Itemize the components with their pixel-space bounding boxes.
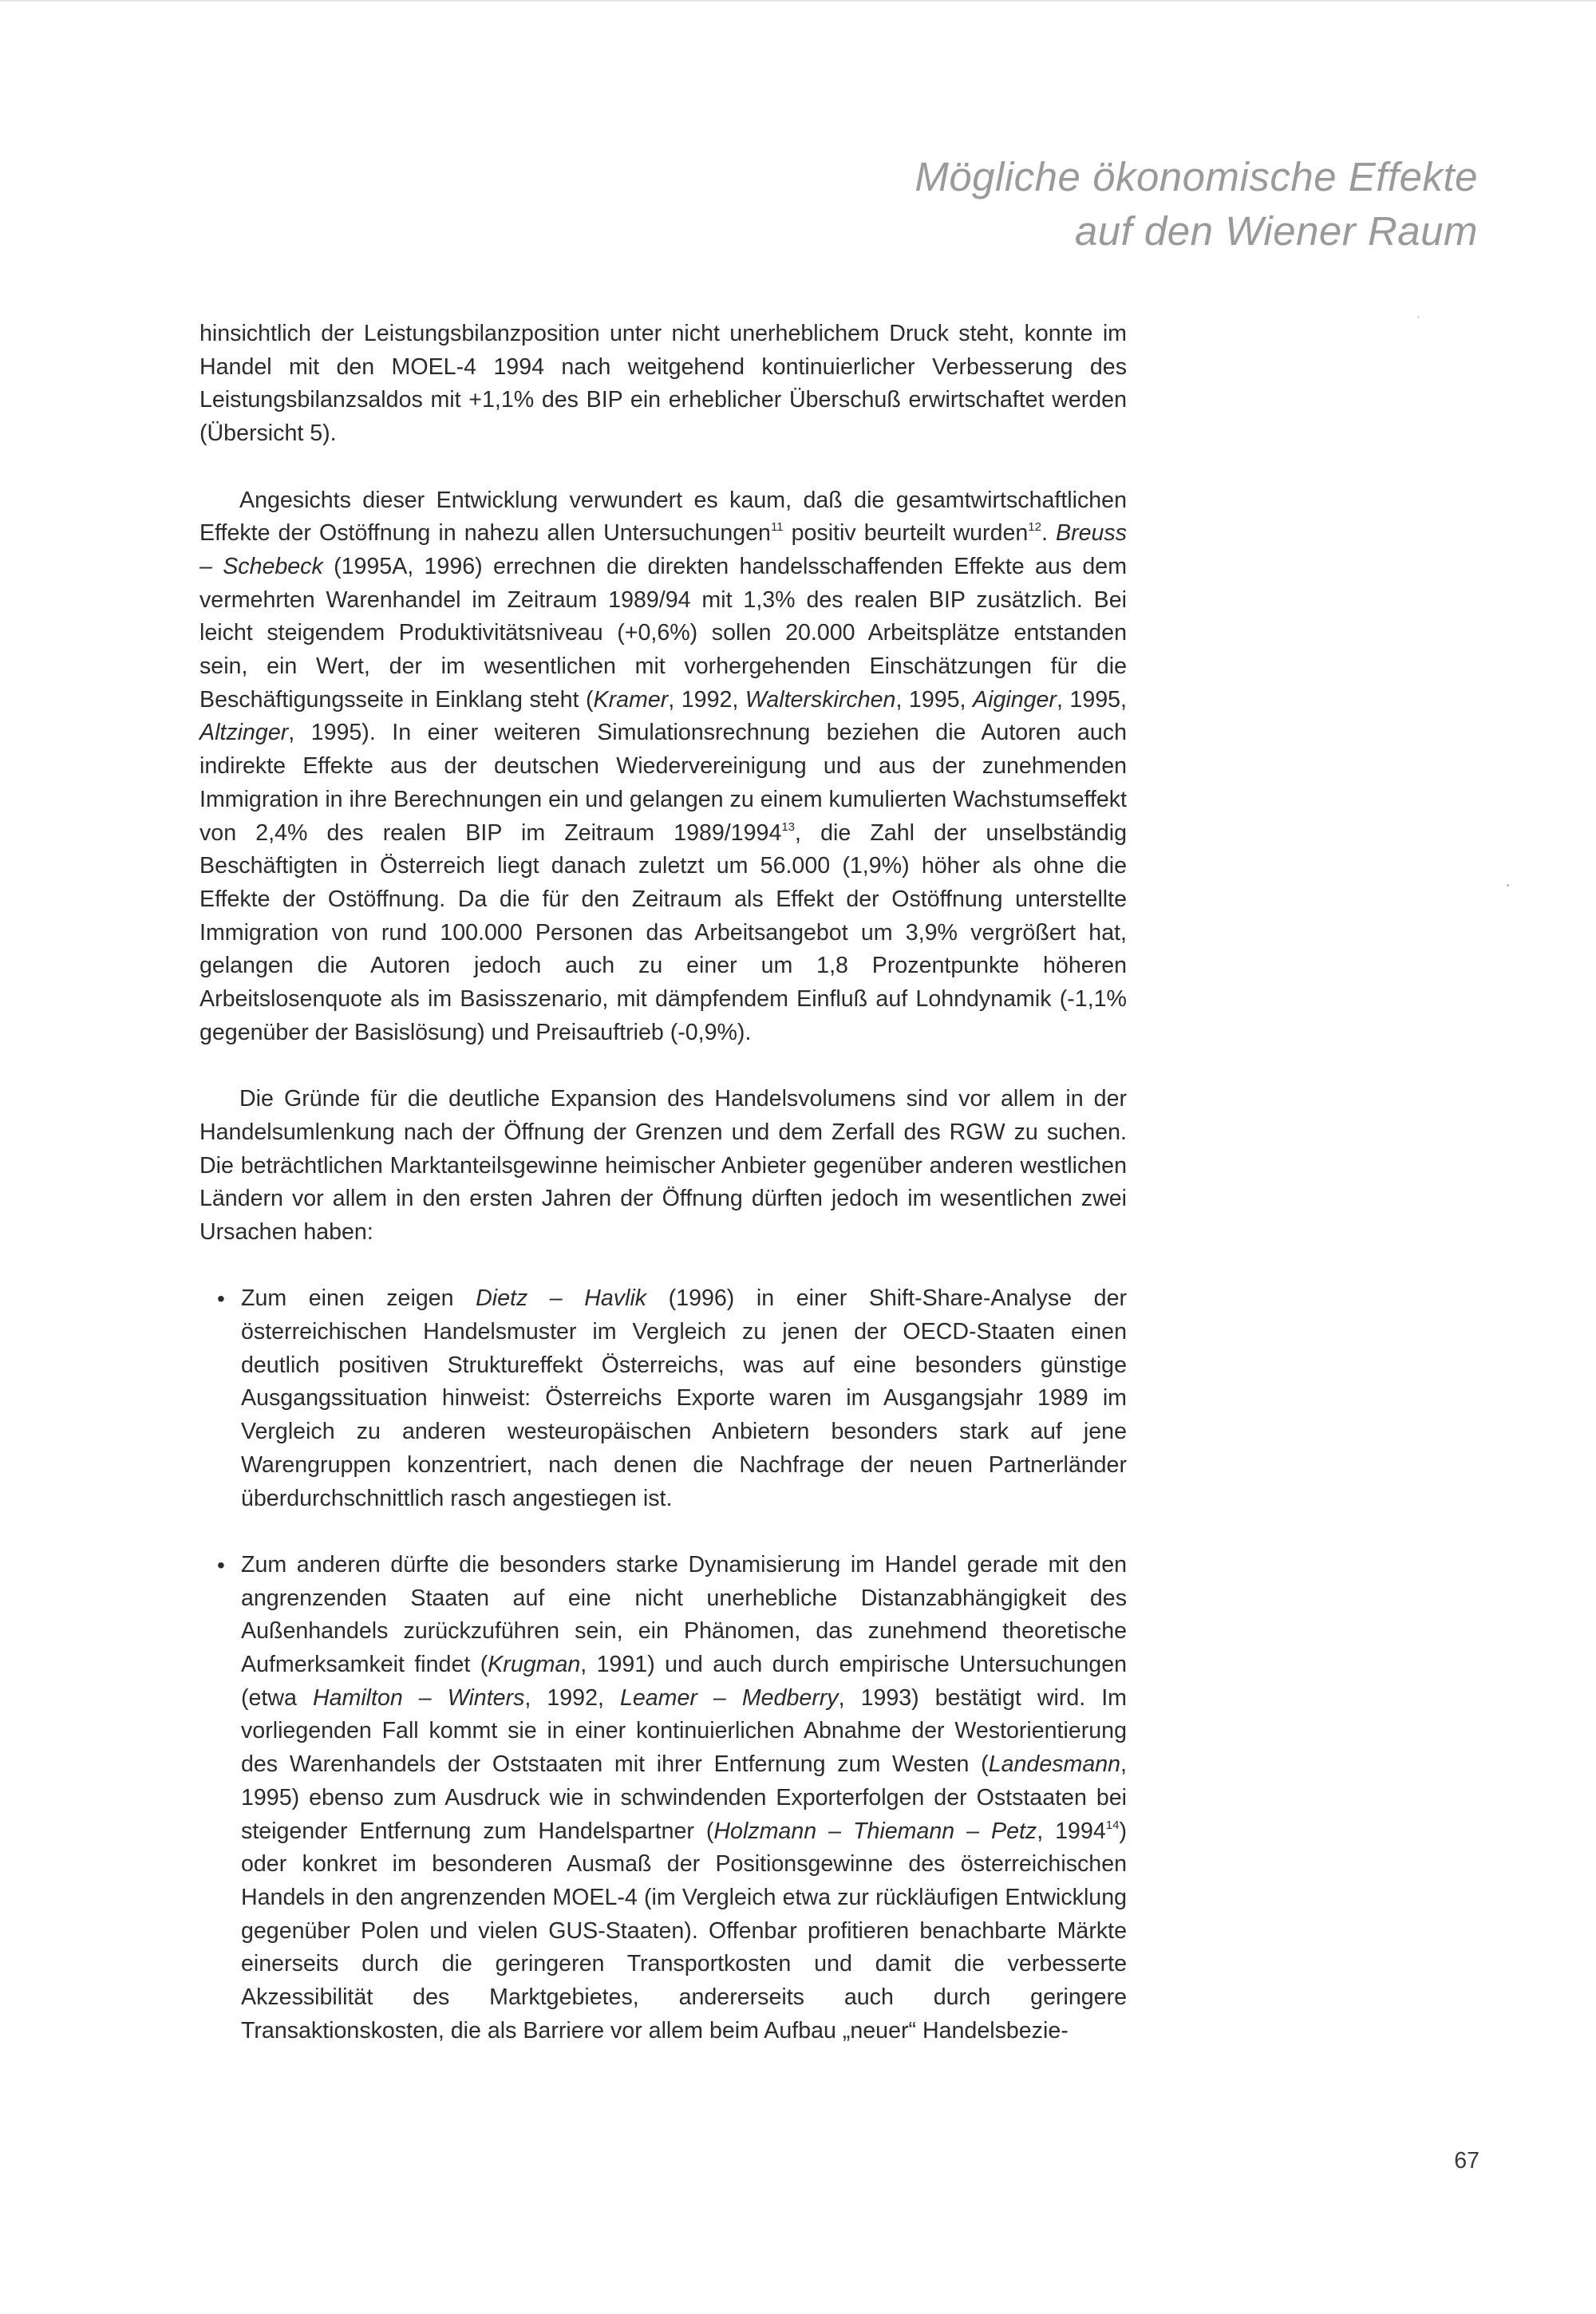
- text-run: (1995A, 1996) errechnen die direkten handelsschaffenden Effekte aus dem vermehrten Warenhandel im Zeitraum 1989/94 mit 1,3% des realen BIP zusätzlich. Bei leicht steigendem Produktivitätsniveau (+0,6%) sollen 20.000 Arbeitsplätze entstanden sein, ein Wert, der im wesentlichen mit vorhergehenden Einschätzungen für die Beschäftigungsseite in Einklang steht (: [200, 553, 1128, 713]
- text-run: Zum einen zeigen: [241, 1285, 476, 1312]
- citation-author: Hamilton – Winters: [312, 1684, 525, 1711]
- paragraph-3: [200, 1083, 1127, 1250]
- running-header-line-2: auf den Wiener Raum: [1074, 208, 1478, 254]
- bullet-list: [200, 1282, 1127, 2047]
- text-run: Zum anderen dürfte die besonders starke Dynamisierung im Handel gerade mit den angrenzenden Staaten auf eine nicht unerhebliche Distanzabhängigkeit des Außenhandels zurückzuführen sein, ein Phänomen, das zunehmend theoretische Aufmerksamkeit findet (: [241, 1551, 1127, 1678]
- text-run: , 1995,: [1056, 686, 1127, 713]
- text-run: , 1992,: [668, 686, 745, 713]
- scan-speck: [1507, 884, 1509, 887]
- text-run: , 1991) und auch durch empirische Untersuchungen (etwa: [241, 1652, 1127, 1711]
- text-run: , die Zahl der unselbständig Beschäftigten in Österreich liegt danach zuletzt um 56.000 (1,9%) höher als ohne die Effekte der Ostöffnung. Da die für den Zeitraum als Effekt der Ostöffnung unterstellte Immigration von rund 100.000 Personen das Arbeitsangebot um 3,9% vergrößert hat, gelangen die Autoren jedoch auch zu einer um 1,8 Prozentpunkte höheren Arbeitslosenquote als im Basisszenario, mit dämpfendem Einfluß auf Lohndynamik (-1,1% gegenüber der Basislösung) und Preisauftrieb (-0,9%).: [200, 819, 1127, 1045]
- body-text: [200, 318, 1127, 2081]
- text-run: hinsichtlich der Leistungsbilanzposition unter nicht unerheblichem Druck steht, konnte im Handel mit den MOEL-4 1994 nach weitgehend kontinuierlicher Verbesserung des Leistungsbilanzsaldos mit +1,1% des BIP ein erheblicher Überschuß erwirtschaftet werden (Übersicht 5).: [200, 321, 1127, 447]
- top-edge-rule: [0, 0, 1596, 2]
- citation-author: Aiginger: [973, 686, 1057, 713]
- footnote-marker: 14: [1105, 1818, 1120, 1832]
- citation-author: Kramer: [593, 686, 669, 713]
- footnote-marker: 12: [1028, 520, 1041, 535]
- text-run: , 1995). In einer weiteren Simulationsrechnung beziehen die Autoren auch indirekte Effekte aus der deutschen Wiedervereinigung und aus der zunehmenden Immigration in ihre Berechnungen ein und gelangen zu einem kumulierten Wachstumseffekt von 2,4% des realen BIP im Zeitraum 1989/1994: [200, 720, 1127, 846]
- text-run: , 1995,: [895, 686, 974, 713]
- citation-author: Landesmann: [988, 1751, 1121, 1778]
- citation-author: Walterskirchen: [745, 686, 896, 713]
- page-number: 67: [1454, 2148, 1479, 2174]
- citation-author: Dietz – Havlik: [476, 1285, 647, 1312]
- text-run: , 1993) bestätigt wird. Im vorliegenden Fall kommt sie in einer kontinuierlichen Abnahme der Westorientierung des Warenhandels der Oststaaten mit ihrer Entfernung zum Westen (: [241, 1684, 1127, 1778]
- text-run: ) oder konkret im besonderen Ausmaß der Positionsgewinne des österreichischen Handels in den angrenzenden MOEL-4 (im Vergleich etwa zur rückläufigen Entwicklung gegenüber Polen und vielen GUS-Staaten). Offenbar profitieren benachbarte Märkte einerseits durch die geringeren Transportkosten und damit die verbesserte Akzessibilität des Marktgebietes, andererseits auch durch geringere Transaktionskosten, die als Barriere vor allem beim Aufbau „neuer“ Handelsbezie-: [241, 1818, 1127, 2044]
- bullet-marker: •: [217, 1552, 225, 1578]
- bullet-item-2: [200, 1549, 1127, 2048]
- text-run: , 1995) ebenso zum Ausdruck wie in schwindenden Exporterfolgen der Oststaaten bei steigender Entfernung zum Handelspartner (: [241, 1751, 1127, 1844]
- paragraph-2: [200, 484, 1127, 1050]
- text-run: positiv beurteilt wurden: [783, 520, 1029, 547]
- footnote-marker: 13: [781, 819, 796, 834]
- text-run: Angesichts dieser Entwicklung verwundert es kaum, daß die gesamtwirtschaftlichen Effekte der Ostöffnung in nahezu allen Untersuchungen: [200, 487, 1127, 547]
- bullet-item-1: [200, 1282, 1127, 1515]
- citation-author: Breuss – Schebeck: [200, 520, 1128, 579]
- bullet-marker: •: [217, 1286, 225, 1312]
- paragraph-1: [200, 318, 1127, 451]
- footnote-marker: 11: [770, 520, 784, 535]
- text-run: (1996) in einer Shift-Share-Analyse der österreichischen Handelsmuster im Vergleich zu jenen der OECD-Staaten einen deutlich positiven Struktureffekt Österreichs, was auf eine besonders günstige Ausgangssituation hinweist: Österreichs Exporte waren im Ausgangsjahr 1989 im Vergleich zu anderen westeuropäischen Anbietern besonders stark auf jene Warengruppen konzentriert, nach denen die Nachfrage der neuen Partnerländer überdurchschnittlich rasch angestiegen ist.: [241, 1285, 1127, 1511]
- text-run: .: [1041, 520, 1057, 547]
- citation-author: Leamer – Medberry: [619, 1684, 839, 1711]
- text-run: , 1992,: [524, 1684, 620, 1711]
- citation-author: Altzinger: [200, 720, 289, 746]
- citation-author: Holzmann – Thiemann – Petz: [713, 1818, 1037, 1844]
- citation-author: Krugman: [488, 1652, 581, 1678]
- running-header: [915, 150, 1478, 259]
- text-run: Die Gründe für die deutliche Expansion des Handelsvolumens sind vor allem in der Handelsumlenkung nach der Öffnung der Grenzen und dem Zerfall des RGW zu suchen. Die beträchtlichen Marktanteilsgewinne heimischer Anbieter gegenüber anderen westlichen Ländern vor allem in den ersten Jahren der Öffnung dürften jedoch im wesentlichen zwei Ursachen haben:: [200, 1086, 1127, 1245]
- text-run: , 1994: [1037, 1818, 1106, 1844]
- running-header-line-1: Mögliche ökonomische Effekte: [915, 154, 1478, 199]
- scan-speck: [1417, 316, 1420, 318]
